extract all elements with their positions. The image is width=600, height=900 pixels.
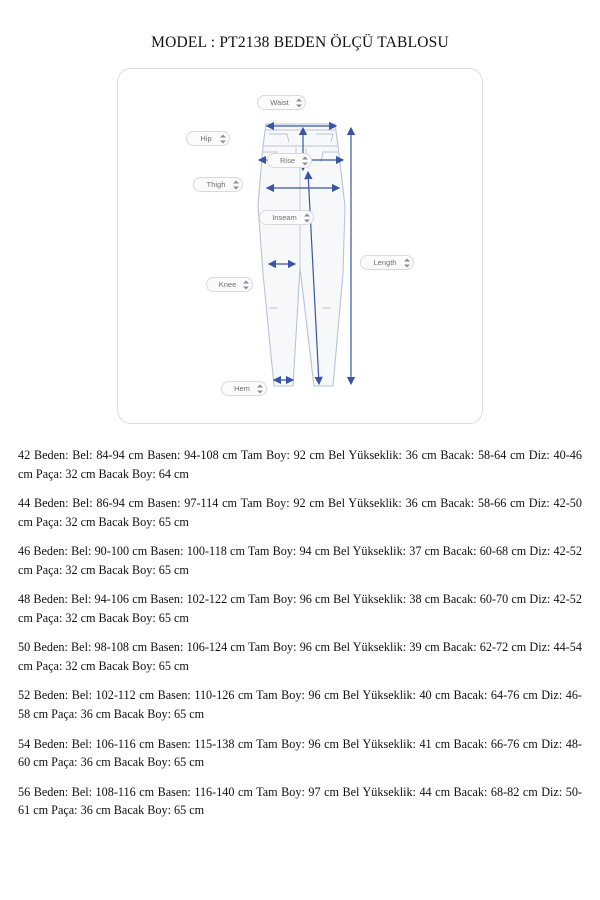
stepper-caret-icon	[295, 98, 302, 107]
label-rise	[267, 153, 312, 168]
label-hip	[186, 131, 230, 146]
label-waist-text: Waist	[270, 98, 289, 107]
size-row: 44 Beden: Bel: 86-94 cm Basen: 97-114 cm Tam Boy: 92 cm Bel Yükseklik: 36 cm Bacak: 58-66 cm Diz: 42-50 cm Paça: 32 cm Bacak Boy: 65 cm	[18, 496, 582, 529]
label-inseam	[259, 210, 314, 225]
label-hem	[221, 381, 267, 396]
trousers-illustration	[117, 68, 483, 424]
size-row: 52 Beden: Bel: 102-112 cm Basen: 110-126 cm Tam Boy: 96 cm Bel Yükseklik: 40 cm Bacak: 64-76 cm Diz: 46-58 cm Paça: 36 cm Bacak Boy: 65 cm	[18, 688, 582, 722]
size-row: 48 Beden: Bel: 94-106 cm Basen: 102-122 cm Tam Boy: 96 cm Bel Yükseklik: 38 cm Bacak: 60-70 cm Diz: 42-52 cm Paça: 32 cm Bacak Boy: 65 cm	[18, 592, 582, 625]
stepper-caret-icon	[303, 213, 310, 222]
label-waist	[257, 95, 306, 110]
label-length	[360, 255, 414, 270]
size-row: 42 Beden: Bel: 84-94 cm Basen: 94-108 cm Tam Boy: 92 cm Bel Yükseklik: 36 cm Bacak: 58-64 cm Diz: 40-46 cm Paça: 32 cm Bacak Boy: 64 cm	[18, 448, 582, 481]
size-row: 54 Beden: Bel: 106-116 cm Basen: 115-138 cm Tam Boy: 96 cm Bel Yükseklik: 41 cm Bacak: 66-76 cm Diz: 48-60 cm Paça: 36 cm Bacak Boy: 65 cm	[18, 736, 582, 770]
stepper-caret-icon	[301, 156, 308, 165]
label-hip-text: Hip	[200, 134, 212, 143]
stepper-caret-icon	[403, 258, 410, 267]
label-knee-text: Knee	[218, 280, 237, 289]
label-thigh-text: Thigh	[206, 180, 226, 189]
stepper-caret-icon	[242, 280, 249, 289]
page-title: MODEL : PT2138 BEDEN ÖLÇÜ TABLOSU	[151, 34, 449, 51]
stepper-caret-icon	[232, 180, 239, 189]
measurement-diagram	[117, 68, 483, 424]
label-hem-text: Hem	[234, 384, 250, 393]
size-row: 56 Beden: Bel: 108-116 cm Basen: 116-140 cm Tam Boy: 97 cm Bel Yükseklik: 44 cm Bacak: 68-82 cm Diz: 50-61 cm Paça: 36 cm Bacak Boy: 65 cm	[18, 784, 582, 818]
label-rise-text: Rise	[279, 156, 295, 165]
label-length-text: Length	[373, 258, 397, 267]
size-row: 50 Beden: Bel: 98-108 cm Basen: 106-124 cm Tam Boy: 96 cm Bel Yükseklik: 39 cm Bacak: 62-72 cm Diz: 44-54 cm Paça: 32 cm Bacak Boy: 65 cm	[18, 640, 582, 673]
size-table-text	[18, 446, 582, 820]
label-thigh	[193, 177, 243, 192]
stepper-caret-icon	[219, 134, 226, 143]
label-inseam-text: Inseam	[272, 213, 297, 222]
size-row: 46 Beden: Bel: 90-100 cm Basen: 100-118 cm Tam Boy: 94 cm Bel Yükseklik: 37 cm Bacak: 60-68 cm Diz: 42-52 cm Paça: 32 cm Bacak Boy: 65 cm	[18, 544, 582, 577]
stepper-caret-icon	[256, 384, 263, 393]
label-knee	[206, 277, 253, 292]
